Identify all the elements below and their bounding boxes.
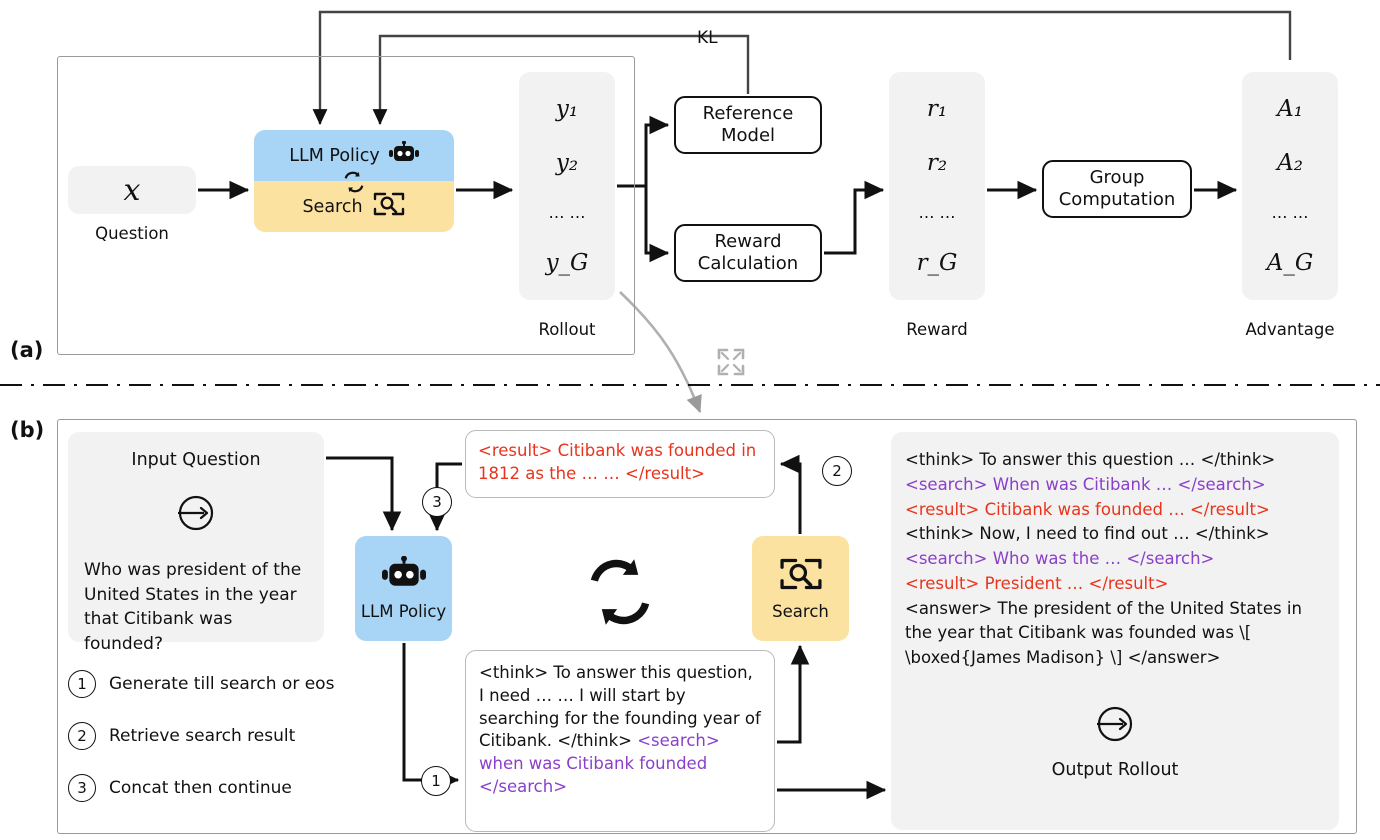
rollout-open-tag: <think> — [905, 524, 975, 544]
output-rollout-caption: Output Rollout — [1051, 759, 1179, 780]
rollout-item: y_G — [545, 250, 589, 277]
search-open-tag: <search> — [637, 731, 720, 751]
rollout-item: y₂ — [555, 149, 579, 176]
llm-policy-label-b: LLM Policy — [360, 602, 447, 621]
advantage-item: A_G — [1266, 250, 1314, 277]
rollout-item: y₁ — [555, 95, 579, 122]
legend-label: Retrieve search result — [109, 726, 296, 746]
reward-caption: Reward — [906, 320, 968, 339]
legend-number: 1 — [68, 670, 96, 698]
reward-list — [889, 72, 985, 300]
reference-model-line2: Model — [720, 125, 776, 146]
legend-label: Generate till search or eos — [109, 674, 335, 694]
legend-number: 2 — [68, 722, 96, 750]
rollout-close-tag: </search> — [1177, 474, 1266, 494]
question-caption: Question — [95, 224, 169, 243]
reward-item: r_G — [916, 250, 958, 277]
legend-number: 3 — [68, 774, 96, 802]
rollout-close-tag: </answer> — [1127, 648, 1221, 667]
rollout-open-tag: <result> — [905, 499, 980, 519]
search-label-b: Search — [772, 602, 829, 621]
rollout-open-tag: <search> — [905, 474, 988, 494]
input-question-text: Who was president of the United States in the year that Citibank was founded? — [84, 560, 302, 654]
retrieved-result-box — [465, 430, 775, 498]
rollout-open-tag: <answer> — [905, 598, 993, 618]
expand-icon — [716, 347, 746, 377]
rollout-line — [905, 547, 1325, 572]
rollout-item: … … — [548, 203, 586, 223]
output-rollout-card — [891, 432, 1339, 830]
result-close-tag: </result> — [625, 463, 705, 483]
step-badge-2: 2 — [822, 456, 852, 486]
advantage-item: A₁ — [1277, 95, 1303, 122]
loop-arrows-icon-large — [583, 555, 657, 629]
reference-model-line1: Reference — [702, 103, 794, 125]
legend-label: Concat then continue — [109, 778, 292, 798]
result-open-tag: <result> — [478, 441, 553, 460]
legend-item — [68, 774, 334, 802]
group-comp-line2: Computation — [1058, 189, 1176, 210]
rollout-open-tag: <search> — [905, 549, 988, 568]
legend — [68, 670, 334, 826]
think-close-tag: </think> — [557, 731, 632, 751]
search-query-text: when was Citibank founded — [479, 754, 708, 774]
question-symbol: x — [123, 172, 141, 208]
group-computation-node[interactable] — [1042, 160, 1192, 218]
input-question-title: Input Question — [131, 450, 261, 470]
search-magnifier-icon — [778, 556, 824, 596]
search-node-b[interactable] — [752, 536, 849, 641]
rollout-text: President … — [979, 573, 1089, 593]
input-question-card — [68, 432, 324, 654]
rollout-text: Citibank was founded … — [979, 499, 1190, 519]
loop-arrows-icon — [342, 170, 366, 194]
legend-item — [68, 670, 334, 698]
rollout-text: Who was the … — [987, 549, 1127, 568]
generated-think-search-box — [465, 650, 775, 832]
rollout-close-tag: </result> — [1189, 499, 1270, 519]
step-badge-1: 1 — [421, 766, 451, 796]
advantage-caption: Advantage — [1245, 320, 1335, 339]
think-text: To answer this question, I need … … I will start by searching for the founding year of Citibank. — [479, 663, 761, 751]
rollout-caption: Rollout — [538, 320, 596, 339]
rollout-line — [905, 473, 1325, 498]
rollout-text: Now, I need to find out … — [974, 524, 1195, 544]
arrow-in-circle-icon — [84, 488, 308, 538]
reward-calc-line1: Reward — [714, 231, 782, 253]
panel-a-label: (a) — [10, 338, 44, 362]
reference-model-node[interactable] — [674, 96, 822, 154]
reward-calculation-node[interactable] — [674, 224, 822, 282]
advantage-list — [1242, 72, 1338, 300]
rollout-open-tag: <think> — [905, 450, 975, 469]
rollout-line — [905, 522, 1325, 547]
search-label: Search — [302, 196, 363, 217]
legend-item — [68, 722, 334, 750]
question-input-node — [68, 166, 196, 214]
step-badge-3: 3 — [422, 487, 452, 517]
group-comp-line1: Group — [1089, 167, 1145, 189]
advantage-item: … … — [1271, 203, 1309, 223]
reward-calc-line2: Calculation — [697, 253, 799, 274]
rollout-close-tag: </think> — [1194, 524, 1270, 544]
llm-policy-node-b[interactable] — [355, 536, 452, 641]
rollout-close-tag: </think> — [1200, 450, 1276, 469]
search-magnifier-icon — [372, 191, 406, 222]
llm-policy-label: LLM Policy — [289, 145, 380, 166]
advantage-item: A₂ — [1277, 149, 1303, 176]
rollout-list — [519, 72, 615, 300]
rollout-open-tag: <result> — [905, 573, 980, 593]
think-open-tag: <think> — [479, 663, 549, 682]
reward-item: … … — [918, 203, 956, 223]
panel-b-label: (b) — [10, 418, 45, 442]
rollout-text: The president of the United States in the year that Citibank was founded was \[ \boxed{James Madison} \] — [905, 598, 1302, 667]
rollout-close-tag: </search> — [1126, 549, 1215, 568]
result-text: Citibank was founded in 1812 as the … … — [478, 441, 757, 483]
arrow-out-circle-icon — [905, 699, 1325, 749]
kl-label: KL — [697, 28, 718, 48]
robot-icon — [389, 141, 419, 170]
rollout-line — [905, 498, 1325, 523]
rollout-line — [905, 448, 1325, 473]
search-close-tag: </search> — [479, 776, 568, 796]
reward-item: r₂ — [926, 149, 948, 176]
rollout-line — [905, 572, 1325, 597]
robot-icon — [382, 556, 426, 596]
policy-search-stack — [254, 130, 454, 232]
rollout-text: When was Citibank … — [987, 474, 1178, 494]
rollout-text: To answer this question … — [974, 450, 1201, 469]
rollout-close-tag: </result> — [1088, 573, 1169, 593]
rollout-line — [905, 597, 1325, 671]
reward-item: r₁ — [926, 95, 948, 122]
